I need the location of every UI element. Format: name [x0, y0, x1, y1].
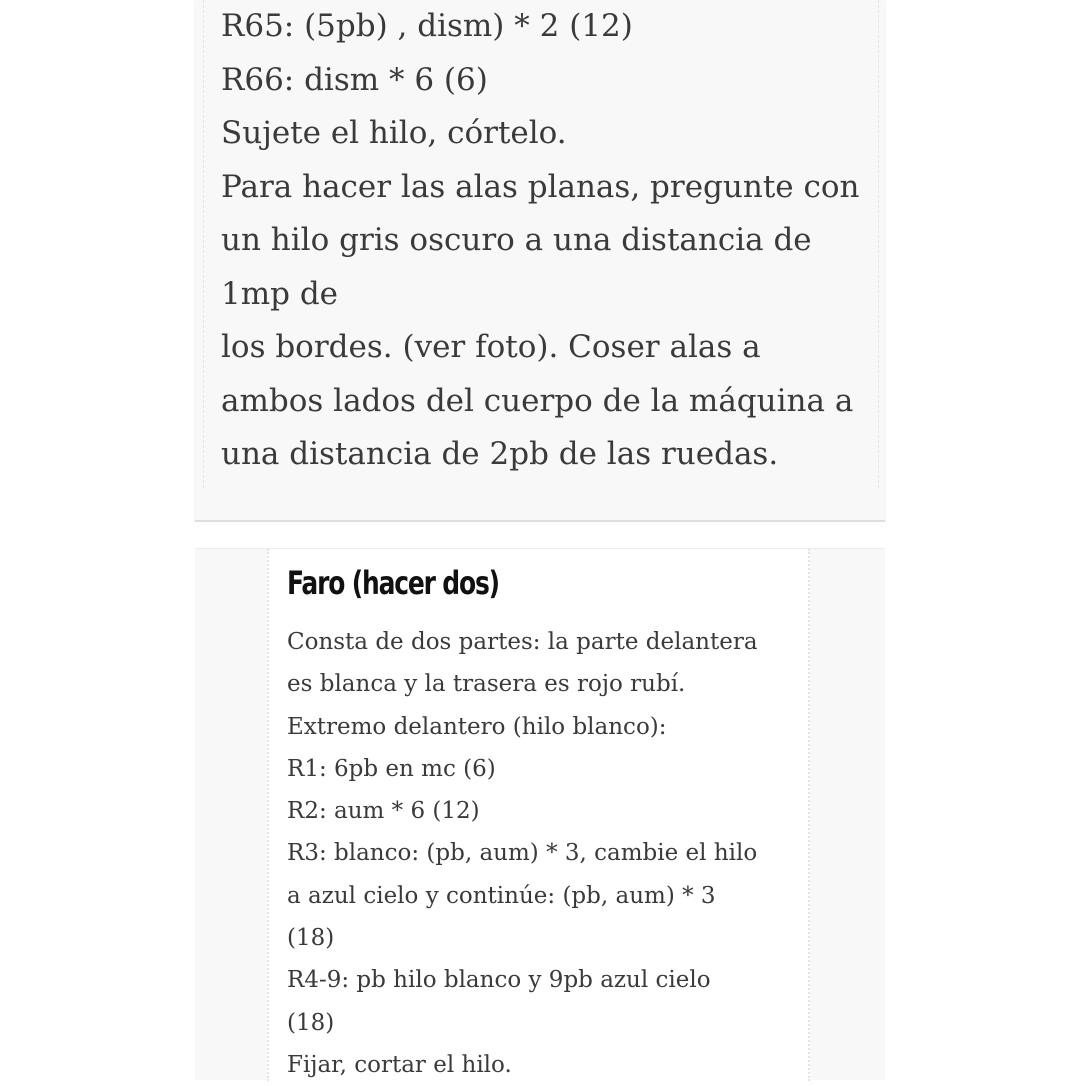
- instruction-line: R65: (5pb) , dism) * 2 (12): [221, 8, 633, 44]
- instruction-line: es blanca y la trasera es rojo rubí.: [287, 671, 686, 698]
- instruction-line: un hilo gris oscuro a una distancia de: [221, 222, 812, 258]
- top-instructions-text: [221, 0, 871, 482]
- instruction-line: (18): [287, 1009, 335, 1036]
- instruction-line: a azul cielo y continúe: (pb, aum) * 3: [287, 882, 716, 909]
- instruction-line: Extremo delantero (hilo blanco):: [287, 713, 667, 740]
- instruction-line: R4-9: pb hilo blanco y 9pb azul cielo: [287, 967, 711, 994]
- instruction-line: una distancia de 2pb de las ruedas.: [221, 436, 779, 472]
- section-instructions-text: [287, 621, 807, 1086]
- instruction-line: Para hacer las alas planas, pregunte con: [221, 168, 860, 205]
- instruction-line: ambos lados del cuerpo de la máquina a: [221, 382, 854, 419]
- instruction-line: Fijar, cortar el hilo.: [287, 1051, 512, 1078]
- instruction-line: R1: 6pb en mc (6): [287, 755, 496, 782]
- instruction-line: (18): [287, 925, 335, 952]
- instruction-line: los bordes. (ver foto). Coser alas a: [221, 329, 761, 365]
- instructions-card-bottom: [195, 548, 885, 1080]
- section-heading: Faro (hacer dos): [287, 564, 499, 602]
- card-separator: [195, 522, 885, 548]
- instruction-line: Consta de dos partes: la parte delantera: [287, 629, 758, 655]
- instructions-card-top: [195, 0, 885, 522]
- instruction-line: R66: dism * 6 (6): [221, 61, 488, 98]
- instruction-line: Sujete el hilo, córtelo.: [221, 115, 567, 151]
- card-top-left-edge: [203, 0, 204, 488]
- instruction-line: R2: aum * 6 (12): [287, 798, 480, 825]
- instruction-line: R3: blanco: (pb, aum) * 3, cambie el hilo: [287, 840, 758, 867]
- section-panel: [267, 549, 810, 1081]
- card-top-right-edge: [878, 0, 879, 488]
- instruction-line: 1mp de: [221, 275, 339, 312]
